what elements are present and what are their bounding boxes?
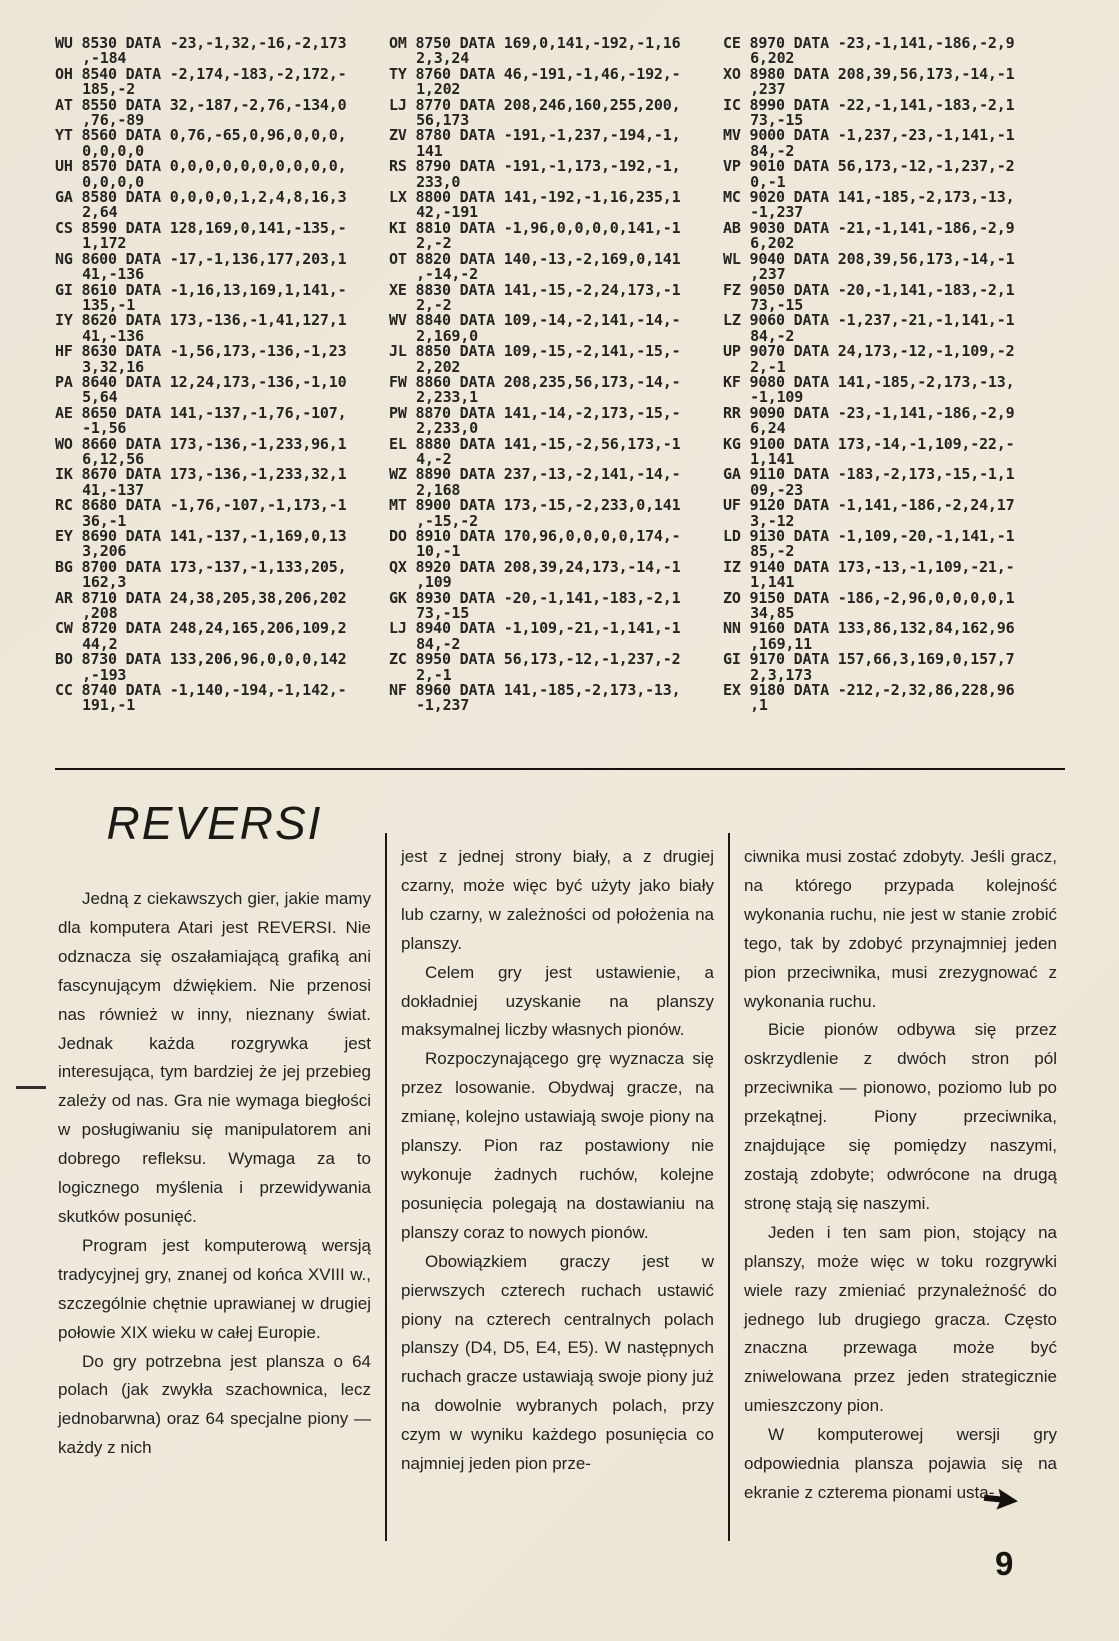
article-paragraph: Program jest komputerową wersją tradycyjnej gry, znanej od końca XVIII w., szczególnie chętnie uprawianej w drugiej połowie XIX wieku w całej Europie. [58, 1235, 371, 1342]
code-line: GA 9110 DATA -183,-2,173,-15,-1,1 09,-23 [723, 465, 1015, 499]
code-line: LJ 8940 DATA -1,109,-21,-1,141,-1 84,-2 [389, 619, 681, 653]
article-paragraph: W komputerowej wersji gry odpowiednia plansza pojawia się na ekranie z czterema pionami usta- [744, 1425, 1057, 1502]
code-line: IK 8670 DATA 173,-136,-1,233,32,1 41,-137 [55, 465, 347, 499]
code-line: WL 9040 DATA 208,39,56,173,-14,-1 ,237 [723, 249, 1015, 284]
code-line: OT 8820 DATA 140,-13,-2,169,0,141 ,-14,-2 [389, 249, 681, 284]
code-line: EY 8690 DATA 141,-137,-1,169,0,13 3,206 [55, 527, 347, 561]
article-title: REVERSI [106, 797, 323, 849]
code-line: HF 8630 DATA -1,56,173,-136,-1,23 3,32,16 [55, 342, 347, 376]
code-line: TY 8760 DATA 46,-191,-1,46,-192,- 1,202 [389, 64, 681, 99]
code-line: RC 8680 DATA -1,76,-107,-1,173,-1 36,-1 [55, 496, 347, 530]
code-line: ZV 8780 DATA -191,-1,237,-194,-1, 141 [389, 126, 681, 160]
code-line: IY 8620 DATA 173,-136,-1,41,127,1 41,-136 [55, 311, 347, 345]
code-line: MC 9020 DATA 141,-185,-2,173,-13, -1,237 [723, 188, 1015, 222]
article-paragraph: Jeden i ten sam pion, stojący na planszy, może więc w toku rozgrywki wiele razy zmieniać przynależność do jednego lub drugiego gracza. Często znaczna przewaga może być zniwelowana przez jeden strategicznie umieszczony pion. [744, 1222, 1057, 1416]
margin-dash [16, 1086, 46, 1089]
code-line: QX 8920 DATA 208,39,24,173,-14,-1 ,109 [389, 557, 681, 592]
column-divider-2 [728, 833, 730, 1541]
code-line: WV 8840 DATA 109,-14,-2,141,-14,- 2,169,0 [389, 311, 681, 345]
code-line: GA 8580 DATA 0,0,0,0,1,2,4,8,16,3 2,64 [55, 188, 347, 222]
column-divider-1 [385, 833, 387, 1541]
code-line: UP 9070 DATA 24,173,-12,-1,109,-2 2,-1 [723, 342, 1015, 376]
code-line: GI 8610 DATA -1,16,13,169,1,141,- 135,-1 [55, 280, 347, 314]
code-line: WU 8530 DATA -23,-1,32,-16,-2,173 ,-184 [55, 34, 347, 68]
code-line: GK 8930 DATA -20,-1,141,-183,-2,1 73,-15 [389, 588, 681, 623]
code-line: FZ 9050 DATA -20,-1,141,-183,-2,1 73,-15 [723, 280, 1015, 314]
code-line: LX 8800 DATA 141,-192,-1,16,235,1 42,-191 [389, 188, 681, 222]
code-line: XE 8830 DATA 141,-15,-2,24,173,-1 2,-2 [389, 280, 681, 314]
code-line: PA 8640 DATA 12,24,173,-136,-1,10 5,64 [55, 372, 347, 407]
code-line: CC 8740 DATA -1,140,-194,-1,142,- 191,-1 [55, 681, 347, 715]
article-column-2 [401, 785, 714, 1541]
code-line: KG 9100 DATA 173,-14,-1,109,-22,- 1,141 [723, 434, 1015, 468]
code-line: RS 8790 DATA -191,-1,173,-192,-1, 233,0 [389, 157, 681, 191]
code-line: GI 9170 DATA 157,66,3,169,0,157,7 2,3,173 [723, 650, 1015, 684]
continue-arrow-icon [982, 1485, 1020, 1514]
code-line: LJ 8770 DATA 208,246,160,255,200, 56,173 [389, 95, 681, 130]
code-line: LZ 9060 DATA -1,237,-21,-1,141,-1 84,-2 [723, 311, 1015, 345]
code-line: UF 9120 DATA -1,141,-186,-2,24,17 3,-12 [723, 496, 1015, 530]
article-paragraph: Celem gry jest ustawienie, a dokładniej uzyskanie na planszy maksymalnej liczby własnych pionów. [401, 962, 714, 1040]
basic-data-listing [55, 36, 1045, 714]
code-line: FW 8860 DATA 208,235,56,173,-14,- 2,233,1 [389, 372, 681, 407]
listing-column-1 [55, 36, 377, 714]
code-line: UH 8570 DATA 0,0,0,0,0,0,0,0,0,0, 0,0,0,0 [55, 157, 347, 191]
code-line: DO 8910 DATA 170,96,0,0,0,0,174,- 10,-1 [389, 527, 681, 561]
code-line: KF 9080 DATA 141,-185,-2,173,-13, -1,109 [723, 372, 1015, 407]
code-line: CS 8590 DATA 128,169,0,141,-135,- 1,172 [55, 218, 347, 253]
code-line: AE 8650 DATA 141,-137,-1,76,-107, -1,56 [55, 403, 347, 438]
listing-column-3 [723, 36, 1045, 714]
code-line: EL 8880 DATA 141,-15,-2,56,173,-1 4,-2 [389, 434, 681, 468]
article-paragraph: ciwnika musi zostać zdobyty. Jeśli gracz, na którego przypada kolejność wykonania ruchu, nie jest w stanie zrobić tego, tak by zdobyć przynajmniej jeden pion przeciwnika, musi zrezygnować z wykonania ruchu. [744, 847, 1057, 1011]
code-line: AT 8550 DATA 32,-187,-2,76,-134,0 ,76,-89 [55, 95, 347, 130]
code-line: VP 9010 DATA 56,173,-12,-1,237,-2 0,-1 [723, 157, 1015, 191]
code-line: MV 9000 DATA -1,237,-23,-1,141,-1 84,-2 [723, 126, 1015, 160]
article-paragraph: Do gry potrzebna jest plansza o 64 polach (jak zwykła szachownica, lecz jednobarwna) oraz 64 specjalne piony — każdy z nich [58, 1351, 371, 1458]
article-paragraph: Jedną z ciekawszych gier, jakie mamy dla komputera Atari jest REVERSI. Nie odznacza się oszałamiającą grafiką ani fascynującym dźwiękiem. Nie przenosi nas również w inny, nieznany świat. Jednak każda rozgrywka jest interesująca, tym bardziej że jej przebieg zależy od nas. Gra nie wymaga biegłości w posługiwaniu się manipulatorem ani dobrego refleksu. Wymaga za to logicznego myślenia i przewidywania skutków posunięć. [58, 889, 371, 1226]
code-line: XO 8980 DATA 208,39,56,173,-14,-1 ,237 [723, 64, 1015, 99]
reversi-article [58, 785, 1064, 1541]
code-line: CW 8720 DATA 248,24,165,206,109,2 44,2 [55, 619, 347, 653]
code-line: BG 8700 DATA 173,-137,-1,133,205, 162,3 [55, 557, 347, 592]
listing-column-2 [389, 36, 711, 714]
code-line: NG 8600 DATA -17,-1,136,177,203,1 41,-136 [55, 249, 347, 284]
code-line: IZ 9140 DATA 173,-13,-1,109,-21,- 1,141 [723, 557, 1015, 592]
code-line: NF 8960 DATA 141,-185,-2,173,-13, -1,237 [389, 681, 681, 715]
code-line: AR 8710 DATA 24,38,205,38,206,202 ,208 [55, 588, 347, 623]
code-line: EX 9180 DATA -212,-2,32,86,228,96 ,1 [723, 681, 1015, 715]
code-line: ZO 9150 DATA -186,-2,96,0,0,0,0,1 34,85 [723, 588, 1015, 623]
code-line: JL 8850 DATA 109,-15,-2,141,-15,- 2,202 [389, 342, 681, 376]
article-paragraph: Rozpoczynającego grę wyznacza się przez losowanie. Obydwaj gracze, na zmianę, kolejno ustawiają swoje piony na planszy. Pion raz postawiony nie wykonuje żadnych ruchów, kolejne posunięcia polegają na dostawianiu na planszy coraz to nowych pionów. [401, 1049, 714, 1242]
code-line: WO 8660 DATA 173,-136,-1,233,96,1 6,12,56 [55, 434, 347, 468]
code-line: WZ 8890 DATA 237,-13,-2,141,-14,- 2,168 [389, 465, 681, 499]
article-paragraph: jest z jednej strony biały, a z drugiej czarny, może więc być użyty jako biały lub czarny, w zależności od położenia na planszy. [401, 847, 714, 953]
code-line: MT 8900 DATA 173,-15,-2,233,0,141 ,-15,-2 [389, 496, 681, 530]
code-line: IC 8990 DATA -22,-1,141,-183,-2,1 73,-15 [723, 95, 1015, 130]
article-top-rule [55, 768, 1065, 770]
code-line: YT 8560 DATA 0,76,-65,0,96,0,0,0, 0,0,0,0 [55, 126, 347, 160]
code-line: ZC 8950 DATA 56,173,-12,-1,237,-2 2,-1 [389, 650, 681, 684]
code-line: LD 9130 DATA -1,109,-20,-1,141,-1 85,-2 [723, 527, 1015, 561]
code-line: OM 8750 DATA 169,0,141,-192,-1,16 2,3,24 [389, 34, 681, 68]
article-paragraph: Obowiązkiem graczy jest w pierwszych czterech ruchach ustawić piony na czterech centralnych polach planszy (D4, D5, E4, E5). W następnych ruchach gracze ustawiają swoje piony już na dowolnie wybranych polach, przy czym w wyniku każdego posunięcia co najmniej jeden pion prze- [401, 1251, 714, 1474]
code-line: BO 8730 DATA 133,206,96,0,0,0,142 ,-193 [55, 650, 347, 684]
code-line: KI 8810 DATA -1,96,0,0,0,0,141,-1 2,-2 [389, 218, 681, 253]
code-line: RR 9090 DATA -23,-1,141,-186,-2,9 6,24 [723, 403, 1015, 438]
article-column-1 [58, 785, 371, 1541]
code-line: OH 8540 DATA -2,174,-183,-2,172,- 185,-2 [55, 64, 347, 99]
code-line: PW 8870 DATA 141,-14,-2,173,-15,- 2,233,0 [389, 403, 681, 438]
code-line: CE 8970 DATA -23,-1,141,-186,-2,9 6,202 [723, 34, 1015, 68]
article-column-3 [744, 785, 1057, 1541]
page-number: 9 [995, 1545, 1014, 1582]
code-line: NN 9160 DATA 133,86,132,84,162,96 ,169,11 [723, 619, 1015, 653]
article-paragraph: Bicie pionów odbywa się przez oskrzydlenie z dwóch stron pól przeciwnika — pionowo, poziomo lub po przekątnej. Piony przeciwnika, znajdujące się pomiędzy naszymi, zostają zdobyte; odwrócone na drugą stronę stają się naszymi. [744, 1020, 1057, 1213]
code-line: AB 9030 DATA -21,-1,141,-186,-2,9 6,202 [723, 218, 1015, 253]
